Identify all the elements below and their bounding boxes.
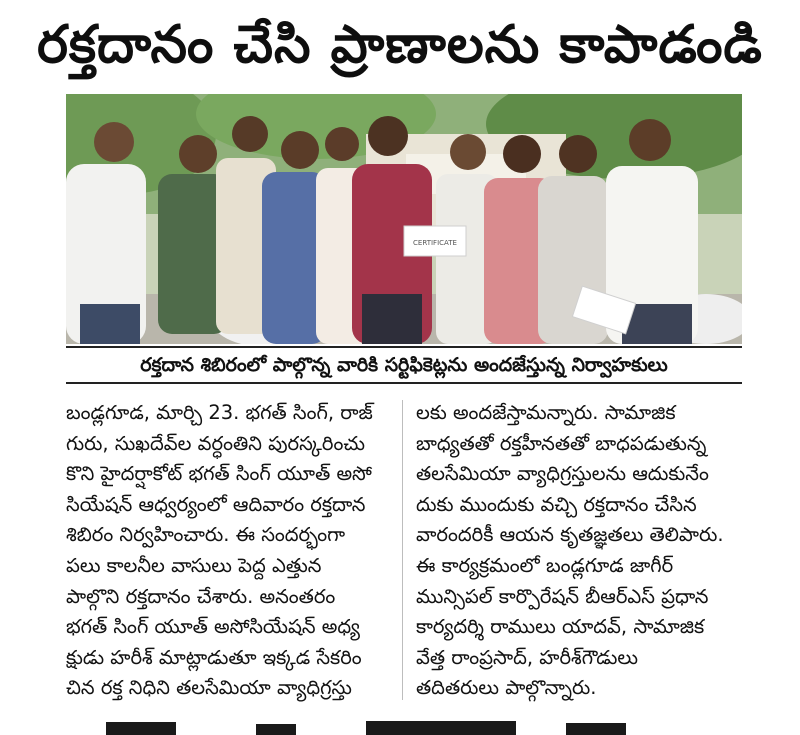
text-line: వారందరికీ ఆయన కృతజ్ఞతలు తెలిపారు. [416,523,724,547]
text-line: భగత్ సింగ్ యూత్ అసోసియేషన్ అధ్య [66,615,360,639]
article-column-left [66,398,392,704]
text-line: మున్సిపల్ కార్పొరేషన్ బీఆర్ఎస్ ప్రధాన [416,584,709,608]
text-line: బాధ్యతతో రక్తహీనతతో బాధపడుతున్న [416,431,707,455]
text-line: తదితరులు పాల్గొన్నారు. [416,676,597,700]
text-line: పాల్గొని రక్తదానం చేశారు. అనంతరం [66,584,336,608]
photo-illustration [66,94,742,344]
news-photo [66,94,742,344]
cropped-text-strip [66,716,742,735]
text-line: సియేషన్ ఆధ్వర్యంలో ఆదివారం రక్తదాన [66,492,366,516]
text-line: క్షుడు హరీశ్ మాట్లాడుతూ ఇక్కడ సేకరిం [66,645,362,669]
text-line: వేత్త రాంప్రసాద్, హరీశ్‌గౌడులు [416,645,638,669]
text-line: గురు, సుఖదేవ్‌ల వర్ధంతిని పురస్కరించు [66,431,365,455]
text-line: పలు కాలనీల వాసులు పెద్ద ఎత్తున [66,553,322,577]
text-line: దుకు ముందుకు వచ్చి రక్తదానం చేసిన [416,492,697,516]
next-headline-fragment [66,716,742,735]
text-line: తలసేమియా వ్యాధిగ్రస్తులను ఆదుకునేం [416,462,709,486]
article-column-right [416,398,742,704]
headline: రక్తదానం చేసి ప్రాణాలను కాపాడండి [37,15,763,75]
text-line: బండ్లగూడ, మార్చి 23. భగత్ సింగ్, రాజ్ [66,401,373,424]
text-line: చిన రక్త నిధిని తలసేమియా వ్యాధిగ్రస్తు [66,676,352,700]
certificate-text: CERTIFICATE [413,239,457,247]
text-line: కార్యదర్శి రాములు యాదవ్, సామాజిక [416,615,705,639]
text-line: లకు అందజేస్తామన్నారు. సామాజిక [416,401,676,424]
photo-caption: రక్తదాన శిబిరంలో పాల్గొన్న వారికి సర్టిఫికెట్లను అందజేస్తున్న నిర్వాహకులు [66,346,742,384]
text-line: శిబిరం నిర్వహించారు. ఈ సందర్భంగా [66,523,346,547]
text-line: కొని హైదర్షాకోట్ భగత్ సింగ్ యూత్ అసో [66,462,372,486]
column-divider [402,400,403,700]
text-line: ఈ కార్యక్రమంలో బండ్లగూడ జాగీర్ [416,553,674,577]
